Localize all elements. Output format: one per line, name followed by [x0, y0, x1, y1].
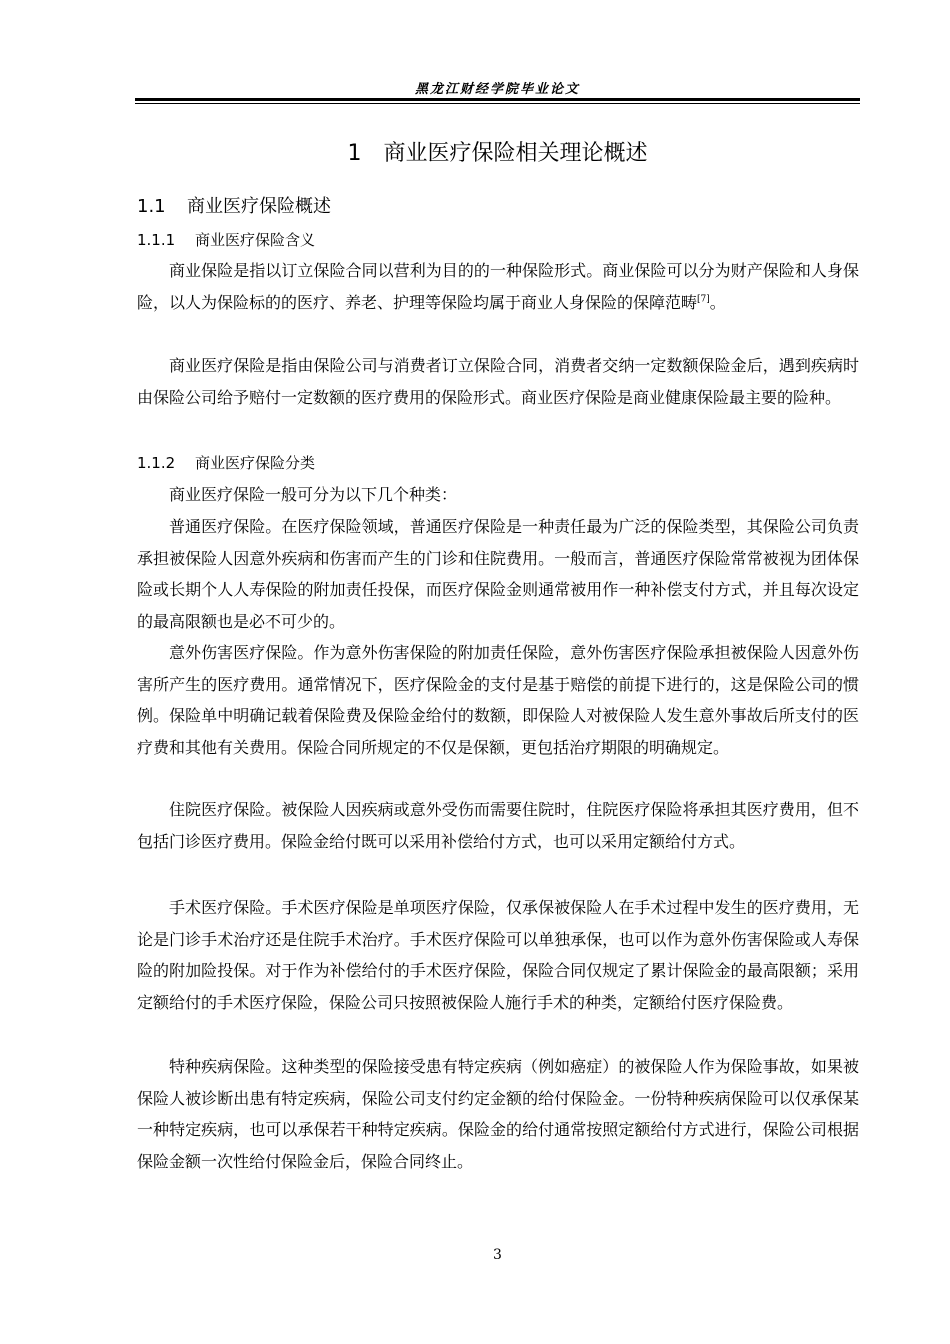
paragraph-medical-insurance-definition: 商业医疗保险是指由保险公司与消费者订立保险合同，消费者交纳一定数额保险金后，遇到疾病时由保险公司给予赔付一定数额的医疗费用的保险形式。商业医疗保险是商业健康保险最主要的险种。 [137, 356, 859, 407]
subsection-title: 商业医疗保险含义 [195, 231, 316, 249]
paragraph-hospital-medical: 住院医疗保险。被保险人因疾病或意外受伤而需要住院时，住院医疗保险将承担其医疗费用，但不包括门诊医疗费用。保险金给付既可以采用补偿给付方式，也可以采用定额给付方式。 [137, 800, 859, 851]
chapter-title-text: 商业医疗保险相关理论概述 [383, 141, 648, 166]
subsection-heading-1-1-2 [137, 452, 315, 473]
chapter-title [135, 136, 860, 167]
section-heading-1-1 [137, 192, 331, 218]
citation-ref: [7] [697, 294, 710, 305]
paragraph-accident-medical: 意外伤害医疗保险。作为意外伤害保险的附加责任保险，意外伤害医疗保险承担被保险人因意外伤害所产生的医疗费用。通常情况下，医疗保险金的支付是基于赔偿的前提下进行的，这是保险公司的惯例。保险单中明确记载着保险费及保险金给付的数额，即保险人对被保险人发生意外事故后所支付的医疗费和其他有关费用。保险合同所规定的不仅是保额，更包括治疗期限的明确规定。 [137, 643, 859, 757]
header-rule-thick [135, 98, 860, 101]
paragraph-specific-disease: 特种疾病保险。这种类型的保险接受患有特定疾病（例如癌症）的被保险人作为保险事故，如果被保险人被诊断出患有特定疾病，保险公司支付约定金额的给付保险金。一份特种疾病保险可以仅承保某一种特定疾病，也可以承保若干种特定疾病。保险金的给付通常按照定额给付方式进行，保险公司根据保险金额一次性给付保险金后，保险合同终止。 [137, 1057, 859, 1171]
paragraph-commercial-insurance [137, 255, 859, 318]
section-number: 1.1 [137, 196, 166, 217]
chapter-number: 1 [347, 141, 362, 166]
running-header: 黑龙江财经学院毕业论文 [414, 82, 580, 97]
paragraph-text: 商业保险是指以订立保险合同以营利为目的的一种保险形式。商业保险可以分为财产保险和人身保险，以人为保险标的的医疗、养老、护理等保险均属于商业人身保险的保障范畴 [137, 261, 859, 312]
page-number: 3 [493, 1247, 502, 1263]
subsection-number: 1.1.2 [137, 454, 176, 472]
paragraph-classification-intro: 商业医疗保险一般可分为以下几个种类： [169, 485, 458, 504]
subsection-heading-1-1-1 [137, 229, 315, 250]
paragraph-surgery-medical: 手术医疗保险。手术医疗保险是单项医疗保险，仅承保被保险人在手术过程中发生的医疗费用，无论是门诊手术治疗还是住院手术治疗。手术医疗保险可以单独承保，也可以作为意外伤害保险或人寿保险的附加险投保。对于作为补偿给付的手术医疗保险，保险合同仅规定了累计保险金的最高限额；采用定额给付的手术医疗保险，保险公司只按照被保险人施行手术的种类，定额给付医疗保险费。 [137, 898, 859, 1012]
subsection-title: 商业医疗保险分类 [195, 454, 316, 472]
paragraph-end: 。 [709, 292, 726, 312]
subsection-number: 1.1.1 [137, 231, 176, 249]
paragraph-general-medical: 普通医疗保险。在医疗保险领域，普通医疗保险是一种责任最为广泛的保险类型，其保险公司负责承担被保险人因意外疾病和伤害而产生的门诊和住院费用。一般而言，普通医疗保险常常被视为团体保险或长期个人人寿保险的附加责任投保，而医疗保险金则通常被用作一种补偿支付方式，并且每次设定的最高限额也是必不可少的。 [137, 517, 859, 631]
header-rule-thin [135, 103, 860, 104]
section-title: 商业医疗保险概述 [187, 196, 331, 217]
